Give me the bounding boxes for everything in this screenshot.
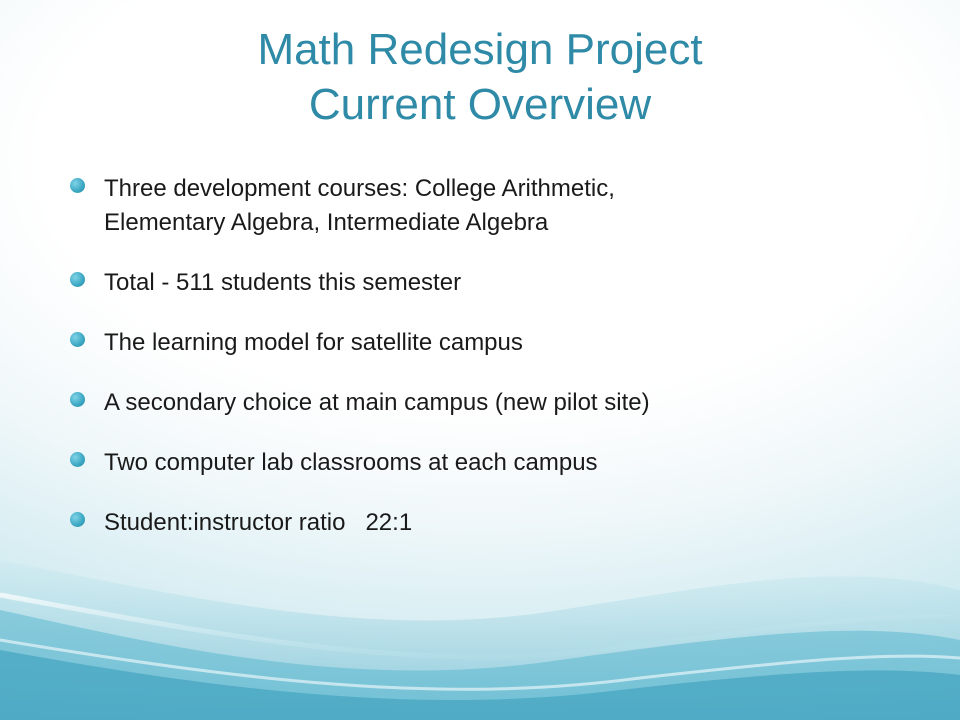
bullet-text-continued: Elementary Algebra, Intermediate Algebra bbox=[104, 209, 549, 236]
bullet-dot-icon bbox=[70, 332, 85, 347]
bullet-item bbox=[68, 386, 888, 420]
bullet-text: The learning model for satellite campus bbox=[104, 329, 523, 356]
title-line-1: Math Redesign Project bbox=[257, 25, 703, 74]
bullet-item bbox=[68, 326, 888, 360]
bullet-item bbox=[68, 506, 888, 540]
bullet-item bbox=[68, 172, 888, 240]
bullet-text: Total - 511 students this semester bbox=[104, 269, 462, 296]
bullet-text: Two computer lab classrooms at each campus bbox=[104, 449, 598, 476]
bullet-dot-icon bbox=[70, 512, 85, 527]
bullet-item bbox=[68, 266, 888, 300]
bullet-text: Student:instructor ratio 22:1 bbox=[104, 509, 413, 536]
bullet-dot-icon bbox=[70, 272, 85, 287]
bullet-dot-icon bbox=[70, 452, 85, 467]
bullet-list bbox=[68, 172, 888, 566]
bullet-dot-icon bbox=[70, 392, 85, 407]
bullet-item bbox=[68, 446, 888, 480]
bullet-text: Three development courses: College Arithmetic, bbox=[104, 175, 615, 202]
slide-title bbox=[80, 22, 880, 132]
bullet-text: A secondary choice at main campus (new pilot site) bbox=[104, 389, 650, 416]
title-line-2: Current Overview bbox=[308, 80, 652, 129]
bullet-dot-icon bbox=[70, 178, 85, 193]
